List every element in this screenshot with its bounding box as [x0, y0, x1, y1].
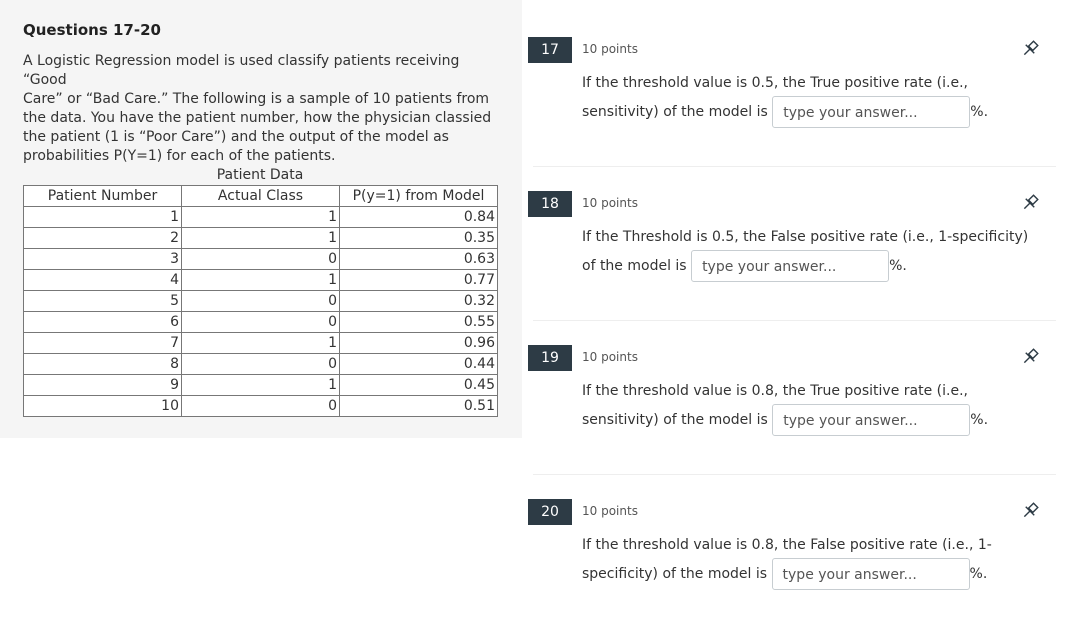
- cell-model-probability: 0.32: [340, 291, 498, 312]
- question-19: [528, 345, 1058, 465]
- pin-icon[interactable]: [1020, 347, 1040, 367]
- question-text-line1: If the threshold value is 0.5, the True positive rate (i.e.,: [582, 75, 968, 91]
- question-number-badge: 18: [528, 191, 572, 217]
- cell-patient-number: 3: [24, 249, 182, 270]
- question-divider: [533, 320, 1056, 321]
- cell-patient-number: 10: [24, 396, 182, 417]
- question-18: [528, 191, 1058, 311]
- cell-actual-class: 0: [182, 312, 340, 333]
- cell-actual-class: 1: [182, 270, 340, 291]
- question-points: 10 points: [582, 42, 638, 56]
- answer-suffix: %.: [969, 566, 988, 582]
- table-row: [24, 249, 498, 270]
- cell-actual-class: 1: [182, 207, 340, 228]
- cell-model-probability: 0.96: [340, 333, 498, 354]
- question-text-line1: If the threshold value is 0.8, the True positive rate (i.e.,: [582, 383, 968, 399]
- question-text-prefix: sensitivity) of the model is: [582, 412, 768, 428]
- table-caption: Patient Data: [216, 167, 304, 183]
- cell-actual-class: 1: [182, 375, 340, 396]
- question-number-badge: 17: [528, 37, 572, 63]
- question-text-prefix: specificity) of the model is: [582, 566, 768, 582]
- table-row: [24, 270, 498, 291]
- header-actual-class: Actual Class: [182, 186, 340, 207]
- cell-actual-class: 0: [182, 354, 340, 375]
- cell-patient-number: 2: [24, 228, 182, 249]
- cell-patient-number: 4: [24, 270, 182, 291]
- cell-patient-number: 1: [24, 207, 182, 228]
- answer-input[interactable]: type your answer...: [772, 404, 970, 436]
- cell-model-probability: 0.51: [340, 396, 498, 417]
- question-20: [528, 499, 1058, 619]
- question-points: 10 points: [582, 504, 638, 518]
- question-17: [528, 37, 1058, 157]
- table-header-row: [24, 186, 498, 207]
- question-text: [582, 70, 1052, 128]
- question-text-line1: If the Threshold is 0.5, the False positive rate (i.e., 1-specificity): [582, 229, 1029, 245]
- question-group-description: A Logistic Regression model is used classify patients receiving “Good Care” or “Bad Care.” The following is a sample of 10 patients from the data. You have the patient number, how the physician classied the patient (1 is “Poor Care”) and the output of the model as probabilities P(Y=1) for each of the patients.: [23, 53, 492, 164]
- header-patient-number: Patient Number: [24, 186, 182, 207]
- table-row: [24, 312, 498, 333]
- cell-actual-class: 0: [182, 396, 340, 417]
- answer-input[interactable]: type your answer...: [772, 96, 970, 128]
- question-text: [582, 532, 1052, 590]
- cell-patient-number: 6: [24, 312, 182, 333]
- question-divider: [533, 166, 1056, 167]
- patient-data-table: [23, 185, 498, 417]
- cell-actual-class: 1: [182, 228, 340, 249]
- pin-icon[interactable]: [1020, 501, 1040, 521]
- cell-actual-class: 0: [182, 249, 340, 270]
- cell-model-probability: 0.44: [340, 354, 498, 375]
- pin-icon[interactable]: [1020, 193, 1040, 213]
- question-text: [582, 378, 1052, 436]
- question-text-prefix: of the model is: [582, 258, 687, 274]
- cell-patient-number: 5: [24, 291, 182, 312]
- question-number-badge: 19: [528, 345, 572, 371]
- table-row: [24, 207, 498, 228]
- cell-actual-class: 1: [182, 333, 340, 354]
- cell-model-probability: 0.55: [340, 312, 498, 333]
- cell-patient-number: 9: [24, 375, 182, 396]
- answer-suffix: %.: [970, 412, 989, 428]
- question-number-badge: 20: [528, 499, 572, 525]
- question-text-line2: [582, 250, 1052, 282]
- question-group-panel: [0, 0, 522, 438]
- question-points: 10 points: [582, 350, 638, 364]
- table-row: [24, 396, 498, 417]
- cell-patient-number: 7: [24, 333, 182, 354]
- question-text-line2: [582, 404, 1052, 436]
- cell-model-probability: 0.77: [340, 270, 498, 291]
- pin-icon[interactable]: [1020, 39, 1040, 59]
- header-model-probability: P(y=1) from Model: [340, 186, 498, 207]
- question-text-prefix: sensitivity) of the model is: [582, 104, 768, 120]
- question-points: 10 points: [582, 196, 638, 210]
- cell-actual-class: 0: [182, 291, 340, 312]
- cell-model-probability: 0.45: [340, 375, 498, 396]
- question-text-line2: [582, 558, 1052, 590]
- answer-input[interactable]: type your answer...: [691, 250, 889, 282]
- answer-suffix: %.: [970, 104, 989, 120]
- question-text: [582, 224, 1052, 282]
- table-row: [24, 333, 498, 354]
- table-row: [24, 375, 498, 396]
- cell-model-probability: 0.63: [340, 249, 498, 270]
- answer-suffix: %.: [889, 258, 907, 274]
- table-row: [24, 291, 498, 312]
- cell-model-probability: 0.35: [340, 228, 498, 249]
- question-text-line2: [582, 96, 1052, 128]
- question-text-line1: If the threshold value is 0.8, the False positive rate (i.e., 1-: [582, 537, 992, 553]
- table-row: [24, 228, 498, 249]
- answer-input[interactable]: type your answer...: [772, 558, 970, 590]
- cell-model-probability: 0.84: [340, 207, 498, 228]
- question-divider: [533, 474, 1056, 475]
- question-group-title: Questions 17-20: [23, 21, 161, 39]
- table-row: [24, 354, 498, 375]
- cell-patient-number: 8: [24, 354, 182, 375]
